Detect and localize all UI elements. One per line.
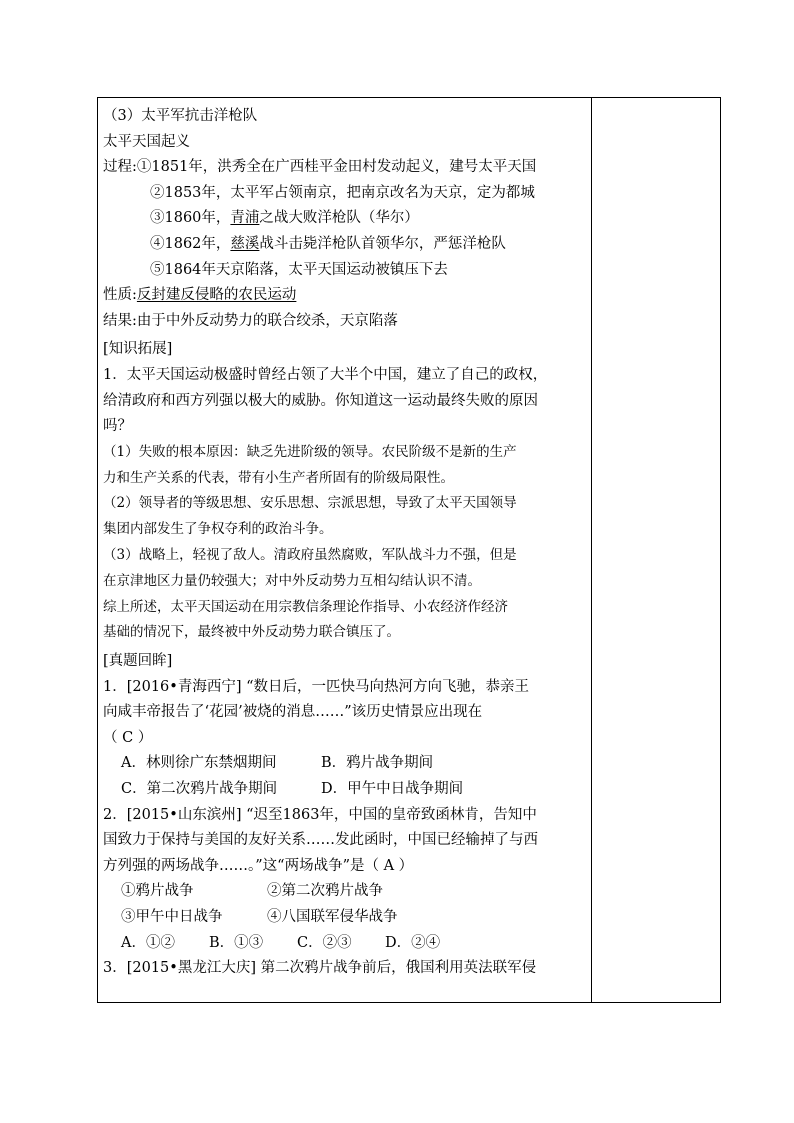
answer-line: （1）失败的根本原因：缺乏先进阶级的领导。农民阶级不是新的生产 [103,443,517,460]
answer-line: 在京津地区力量仍较强大；对中外反动势力互相勾结认识不清。 [103,572,481,589]
q2-item: ③甲午中日战争 [121,909,223,926]
process-item-4: ④1862年，慈溪战斗击毙洋枪队首领华尔，严惩洋枪队 [150,235,506,252]
q2-items-row [103,879,587,905]
knowledge-heading: [知识拓展] [103,341,173,358]
review-heading: [真题回眸] [103,653,173,670]
q1-options-row [103,777,587,803]
q2-line: 方列强的两场战争……。”这“两场战争”是（ A ） [103,857,414,874]
q2-line: 2．[2015•山东滨州] “迟至1863年，中国的皇帝致函林肯，告知中 [103,806,537,823]
q2-choice-c: C．②③ [297,934,352,951]
process-label: 过程: [103,159,137,176]
knowledge-question-line: 吗？ [103,418,132,435]
process-item-5: ⑤1864年天京陷落，太平天国运动被镇压下去 [150,261,448,278]
q1-option-b: B．鸦片战争期间 [321,755,434,772]
process-item-2: ②1853年，太平军占领南京，把南京改名为天京，定为都城 [150,184,535,201]
process-item-3: ③1860年，青浦之战大败洋枪队（华尔） [150,210,419,227]
section-heading: （3）太平军抗击洋枪队 [103,108,258,124]
q2-line: 国致力于保持与美国的友好关系……发此函时，中国已经输掉了与西 [103,832,538,849]
q2-choice-a: A．①② [121,934,175,951]
knowledge-answer [103,440,587,646]
answer-line: 综上所述，太平天国运动在用宗教信条理论作指导、小农经济作经济 [103,598,508,615]
topic-title: 太平天国起义 [103,133,190,150]
knowledge-question-line: 给清政府和西方列强以极大的威胁。你知道这一运动最终失败的原因 [103,392,538,409]
q1-answer: （ C ） [103,729,153,746]
answer-line: 集团内部发生了争权夺利的政治斗争。 [103,521,333,538]
q1-options-row [103,751,587,777]
q2-item: ②第二次鸦片战争 [267,883,383,900]
nature-row: 性质:反封建反侵略的农民运动 [103,287,297,304]
q1-line: 1．[2016•青海西宁] “数日后，一匹快马向热河方向飞驰，恭亲王 [103,678,530,695]
q3-line: 3．[2015•黑龙江大庆] 第二次鸦片战争前后，俄国利用英法联军侵 [103,960,537,977]
q2-item: ①鸦片战争 [121,883,194,900]
answer-line: （3）战略上，轻视了敌人。清政府虽然腐败，军队战斗力不强，但是 [103,546,517,563]
q1-line: 向咸丰帝报告了‘花园’被烧的消息……”该历史情景应出现在 [103,704,483,721]
q2-choices-row [103,931,587,957]
knowledge-question-line: 1．太平天国运动极盛时曾经占领了大半个中国，建立了自己的政权， [103,366,548,383]
q2-choice-b: B．①③ [209,934,264,951]
q2-items-row [103,905,587,931]
answer-line: 力和生产关系的代表，带有小生产者所固有的阶级局限性。 [103,469,454,486]
table-frame [97,97,721,1003]
q2-choice-d: D．②④ [385,934,441,951]
q1-option-a: A．林则徐广东禁烟期间 [121,755,277,772]
q2-item: ④八国联军侵华战争 [267,909,398,926]
answer-line: 基础的情况下，最终被中外反动势力联合镇压了。 [103,624,400,641]
q1-option-c: C．第二次鸦片战争期间 [121,781,278,798]
column-divider [591,98,592,1002]
result-row: 结果:由于中外反动势力的联合绞杀，天京陷落 [103,312,398,329]
left-cell [103,104,587,982]
q1-option-d: D．甲午中日战争期间 [321,781,464,798]
answer-line: （2）领导者的等级思想、安乐思想、宗派思想，导致了太平天国领导 [103,495,517,512]
process-item-1: 过程:①1851年，洪秀全在广西桂平金田村发动起义，建号太平天国 [103,159,537,176]
nature-value: 反封建反侵略的农民运动 [136,287,297,304]
